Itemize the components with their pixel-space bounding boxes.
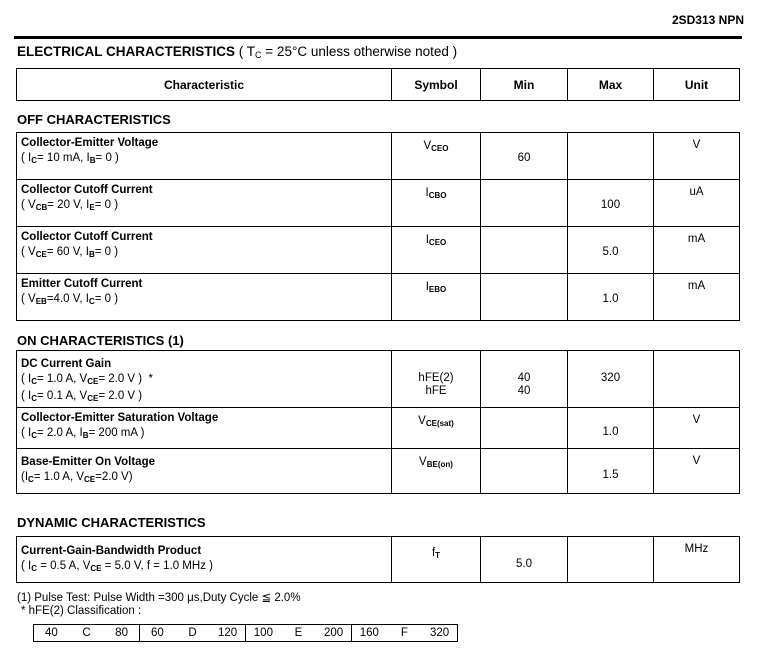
table-row: [17, 408, 740, 449]
row-max: 1.5: [568, 449, 654, 494]
row-condition: ( $I_C= 2.0$ A, $I_B= 200$ mA ): [21, 427, 145, 440]
class-cell: E: [294, 627, 303, 639]
row-name: Emitter Cutoff Current: [21, 278, 143, 290]
on-table: [16, 350, 740, 494]
row-symbol: $I_{CBO}$: [392, 180, 481, 227]
row-unit: V: [654, 408, 740, 449]
class-cell: D: [188, 627, 197, 639]
row-min: 5.0: [481, 537, 568, 583]
row-max: 1.0: [568, 274, 654, 321]
row-unit: mA: [654, 274, 740, 321]
row-min: [481, 227, 568, 274]
table-row: [17, 449, 740, 494]
row-unit: mA: [654, 227, 740, 274]
row-max: 1.0: [568, 408, 654, 449]
row-name: Collector-Emitter Voltage: [21, 137, 159, 149]
col-unit: Unit: [654, 69, 740, 101]
part-number: 2SD313 NPN: [671, 13, 744, 27]
header-rule: [14, 36, 742, 39]
row-unit: V: [654, 133, 740, 180]
page-title: [17, 44, 457, 60]
footnote-hfe: * hFE(2) Classification :: [21, 605, 142, 617]
row-symbol: $f_T$: [392, 537, 481, 583]
row-symbol: $I_{EBO}$: [392, 274, 481, 321]
class-cell: 40: [45, 627, 58, 639]
row-symbol: $V_{CE(sat)}$: [392, 408, 481, 449]
row-condition: ( $I_C= 0.1$ A, $V_{CE}= 2.0$ V ): [21, 390, 143, 403]
col-max: Max: [568, 69, 654, 101]
row-unit: [654, 351, 740, 408]
table-row: [17, 180, 740, 227]
row-name: Current-Gain-Bandwidth Product: [21, 545, 202, 557]
row-condition: ( $V_{EB}=4.0$ V, $I_C= 0$ ): [21, 293, 119, 306]
row-condition: ( $V_{CB}= 20$ V, $I_E= 0$ ): [21, 199, 119, 212]
row-max: [568, 133, 654, 180]
class-cell: F: [400, 627, 408, 639]
row-min: [481, 274, 568, 321]
class-cell: 100: [253, 627, 273, 639]
row-name: DC Current Gain: [21, 358, 112, 370]
row-condition: ( $I_C = 0.5$ A, $V_{CE} = 5.0$ V, f = 1.0 MHz ): [21, 560, 213, 573]
header-table: [16, 68, 740, 101]
row-max: [568, 537, 654, 583]
section-on: ON CHARACTERISTICS (1): [17, 333, 184, 348]
hfe-classification-table: [33, 624, 458, 642]
row-name: Collector Cutoff Current: [21, 184, 153, 196]
row-min: [481, 449, 568, 494]
off-table: [16, 132, 740, 321]
row-unit: V: [654, 449, 740, 494]
title-condition: ( $T_C = 25^\circ C$ unless otherwise noted ): [238, 44, 458, 60]
row-symbol: hFE(2) hFE: [392, 351, 481, 408]
row-max: 320: [568, 351, 654, 408]
section-dynamic: DYNAMIC CHARACTERISTICS: [17, 515, 206, 530]
row-min: 40 40: [481, 351, 568, 408]
col-min: Min: [481, 69, 568, 101]
footnote-pulse: (1) Pulse Test: Pulse Width =300 μs,Duty Cycle ≦ 2.0%: [17, 592, 301, 604]
table-row: [17, 537, 740, 583]
row-min: [481, 408, 568, 449]
row-condition: ( $I_C= 1.0$ A, $V_{CE}= 2.0$ V ) *: [21, 373, 153, 386]
table-row: [17, 227, 740, 274]
row-symbol: $V_{CEO}$: [392, 133, 481, 180]
table-row: [17, 274, 740, 321]
class-cell: 120: [210, 625, 245, 642]
row-unit: MHz: [654, 537, 740, 583]
class-cell: 80: [104, 625, 139, 642]
class-cell: 320: [429, 627, 450, 639]
dynamic-table: [16, 536, 740, 583]
row-min: 60: [481, 133, 568, 180]
row-min: [481, 180, 568, 227]
row-max: 100: [568, 180, 654, 227]
row-condition: ( $I_C= 10$ mA, $I_B= 0$ ): [21, 152, 119, 165]
row-max: 5.0: [568, 227, 654, 274]
class-cell: 160: [359, 627, 379, 639]
table-row: [17, 133, 740, 180]
row-name: Collector-Emitter Saturation Voltage: [21, 412, 219, 424]
row-condition: ($I_C= 1.0$ A, $V_{CE}=2.0$ V): [21, 471, 133, 484]
col-symbol: Symbol: [392, 69, 481, 101]
title-main: ELECTRICAL CHARACTERISTICS: [17, 44, 236, 59]
row-name: Base-Emitter On Voltage: [21, 456, 155, 468]
table-row: [17, 351, 740, 408]
row-symbol: $V_{BE(on)}$: [392, 449, 481, 494]
row-symbol: $I_{CEO}$: [392, 227, 481, 274]
class-cell: C: [82, 627, 91, 639]
row-condition: ( $V_{CE}= 60$ V, $I_B= 0$ ): [21, 246, 119, 259]
row-name: Collector Cutoff Current: [21, 231, 153, 243]
class-cell: 200: [316, 625, 351, 642]
class-cell: 60: [151, 627, 164, 639]
row-unit: uA: [654, 180, 740, 227]
col-characteristic: Characteristic: [17, 69, 392, 101]
section-off: OFF CHARACTERISTICS: [17, 112, 171, 127]
